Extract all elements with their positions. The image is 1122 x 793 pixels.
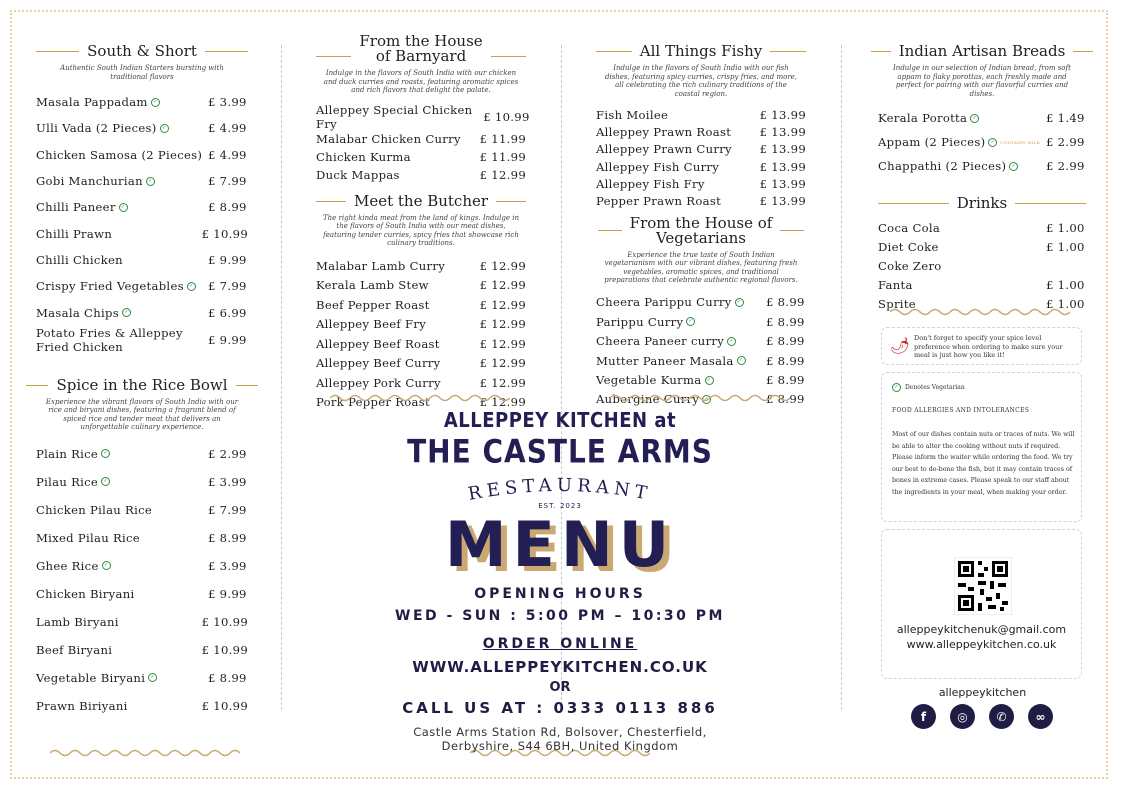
menu-item-price: £ 13.99 (759, 176, 806, 191)
tripadvisor-icon[interactable]: ∞ (1028, 704, 1053, 729)
menu-item-price: £ 13.99 (759, 124, 806, 139)
menu-heading: MENU (444, 508, 676, 581)
menu-item-name (36, 615, 119, 629)
menu-item-label: Alleppey Fish Fry (596, 176, 705, 191)
menu-item (596, 293, 806, 312)
menu-item-price: £ 12.99 (479, 375, 526, 390)
menu-item-price: £ 8.99 (766, 295, 805, 310)
qr-code-icon[interactable] (954, 557, 1012, 615)
menu-item (878, 275, 1086, 294)
menu-item (36, 326, 248, 354)
menu-item-label: Chicken Pilau Rice (36, 502, 153, 517)
veg-icon: ✓ (970, 114, 979, 123)
menu-item-price: £ 6.99 (208, 305, 247, 320)
menu-item-price: £ 13.99 (759, 159, 806, 174)
menu-item (878, 130, 1086, 154)
section-desc-south: Authentic South Indian Starters bursting with traditional flavors (60, 64, 224, 81)
menu-item-name (878, 221, 940, 235)
menu-item-name (36, 671, 157, 685)
menu-item-label: Malabar Chicken Curry (316, 132, 461, 147)
menu-item (316, 102, 530, 131)
menu-item (596, 351, 806, 370)
menu-item-name (36, 503, 152, 517)
veg-icon: ✓ (735, 298, 744, 307)
menu-item-price: £ 12.99 (479, 167, 526, 182)
menu-item-price: £ 2.99 (1046, 135, 1085, 149)
menu-item-name (316, 337, 440, 351)
menu-item-price: £ 13.99 (759, 194, 806, 209)
menu-item-label: Potato Fries & Alleppey Fried Chicken (36, 325, 183, 354)
menu-item-label: Beef Pepper Roast (316, 297, 430, 312)
menu-list-drinks (878, 219, 1086, 313)
menu-item-price: £ 7.99 (208, 174, 247, 189)
menu-item-label: Masala Pappadam (36, 95, 148, 110)
menu-item-label: Chicken Samosa (2 Pieces) (36, 147, 203, 162)
menu-item-name (596, 125, 731, 139)
menu-item-name (36, 559, 111, 573)
menu-item-name (596, 194, 721, 208)
menu-item-label: Alleppey Fish Curry (596, 159, 720, 174)
menu-item (878, 154, 1086, 178)
menu-item-price: £ 3.99 (208, 558, 247, 573)
column-3 (596, 30, 806, 409)
menu-item-name (596, 354, 746, 368)
menu-item-name (316, 356, 440, 370)
section-desc-barnyard: Indulge in the flavors of South India with our chicken and duck curries and roasts, featuring aromatic spices and rich flavors that delight the palate. (323, 69, 519, 94)
menu-item-name (596, 142, 732, 156)
menu-item-price: £ 1.49 (1046, 111, 1085, 125)
est-label: EST. 2023 (538, 502, 582, 510)
menu-item-label: Vegetable Kurma (596, 373, 702, 388)
section-title-south: South & Short (36, 44, 248, 59)
menu-item-price: £ 10.99 (201, 614, 248, 629)
restaurant-arc-text (450, 472, 670, 504)
menu-item-label: Chilli Chicken (36, 252, 123, 267)
menu-item-name (36, 121, 169, 135)
menu-item-name (316, 278, 429, 292)
menu-item-price: £ 2.99 (1046, 159, 1085, 173)
menu-item (36, 552, 248, 580)
menu-item-price: £ 9.99 (208, 252, 247, 267)
wavy-divider (890, 307, 1070, 317)
menu-item-name (36, 306, 131, 320)
veg-icon: ✓ (1009, 162, 1018, 171)
menu-item (316, 275, 526, 295)
veg-icon: ✓ (151, 98, 160, 107)
allergy-text: Most of our dishes contain nuts or traces of nuts. We will be able to alter the cooking without nuts if required. Please inform the waiter while ordering the food. We try our best to de-bone the fish, but it may contain traces of bones in extreme cases. Please speak to our staff about the ingredients in your meal, when making your order. (892, 431, 1075, 496)
menu-list-rice (36, 440, 248, 720)
menu-item (316, 256, 526, 276)
menu-item (36, 142, 248, 168)
menu-item (316, 373, 526, 393)
menu-item-price: £ 8.99 (208, 200, 247, 215)
contact-email[interactable]: alleppeykitchenuk@gmail.com (896, 623, 1067, 636)
section-title-drinks: Drinks (878, 196, 1086, 211)
menu-item-label: Prawn Biriyani (36, 698, 128, 713)
allergy-title: FOOD ALLERGIES AND INTOLERANCES (892, 407, 1030, 414)
menu-item-label: Cheera Paneer curry (596, 334, 725, 349)
menu-item (596, 332, 806, 351)
menu-item (36, 496, 248, 524)
menu-item-label: Chicken Biryani (36, 586, 135, 601)
menu-item-label: Alleppey Beef Roast (316, 336, 440, 351)
menu-item-price: £ 11.99 (479, 150, 526, 165)
veg-icon: ✓ (737, 356, 746, 365)
veg-icon: ✓ (705, 376, 714, 385)
menu-item-label: Duck Mappas (316, 167, 400, 182)
column-divider (281, 45, 282, 710)
veg-icon: ✓ (702, 395, 711, 404)
chilli-icon: 🌶 (890, 336, 911, 355)
section-desc-rice: Experience the vibrant flavors of South India with our rice and biryani dishes, featuring a fragrant blend of spiced rice and tender meat that delivers an unforgettable culinary experience. (45, 397, 239, 432)
menu-item-label: Ulli Vada (2 Pieces) (36, 121, 157, 136)
svg-text:RESTAURANT (466, 475, 653, 504)
menu-item (36, 524, 248, 552)
menu-item (36, 115, 248, 141)
menu-item (36, 299, 248, 325)
veg-icon: ✓ (686, 317, 695, 326)
menu-item-name (36, 95, 160, 109)
menu-item-name (36, 531, 140, 545)
menu-item (36, 168, 248, 194)
menu-item (36, 194, 248, 220)
menu-item-note: CONTAINS MILK (1000, 139, 1040, 145)
menu-item-label: Kerala Porotta (878, 111, 968, 125)
menu-item-label: Appam (2 Pieces) (878, 135, 986, 149)
veg-icon: ✓ (101, 477, 110, 486)
menu-item-label: Plain Rice (36, 446, 99, 461)
veg-icon: ✓ (148, 673, 157, 682)
column-4 (878, 30, 1086, 313)
menu-item-name (36, 279, 196, 293)
center-branding (330, 410, 790, 753)
menu-item (36, 440, 248, 468)
menu-item-price: £ 13.99 (759, 107, 806, 122)
menu-item-price: £ 12.99 (479, 278, 526, 293)
menu-item (316, 314, 526, 334)
menu-list-vegetarians (596, 293, 806, 409)
menu-item-label: Alleppey Pork Curry (316, 375, 441, 390)
menu-list-barnyard (316, 102, 530, 184)
veg-icon: ✓ (988, 138, 997, 147)
section-desc-vegetarians: Experience the true taste of South Indian vegetarianism with our vibrant dishes, featuring fresh vegetables, aromatic spices, and traditional preparations that celebrate authentic regional flavors. (604, 250, 798, 285)
menu-item-name (36, 227, 112, 241)
section-desc-butcher: The right kinda meat from the land of kings. Indulge in the flavors of South India with our meat dishes, featuring tender curries, spicy fries that showcase rich culinary traditions. (323, 213, 519, 248)
or-label: OR (549, 680, 571, 695)
website-link[interactable]: WWW.ALLEPPEYKITCHEN.CO.UK (412, 658, 708, 676)
menu-item (878, 106, 1086, 130)
menu-item (36, 273, 248, 299)
veg-icon: ✓ (187, 282, 196, 291)
menu-item-label: Fish Moilee (596, 107, 669, 122)
menu-item-name (36, 475, 110, 489)
menu-item-name (596, 108, 668, 122)
address: Castle Arms Station Rd, Bolsover, Chesterfield, Derbyshire, S44 6BH, United Kingdom (413, 725, 707, 753)
menu-item-price: £ 10.99 (483, 109, 530, 124)
menu-item-price: £ 8.99 (766, 373, 805, 388)
menu-item (36, 89, 248, 115)
menu-item-label: Mixed Pilau Rice (36, 530, 140, 545)
menu-item (36, 664, 248, 692)
menu-item-label: Chilli Prawn (36, 226, 113, 241)
menu-item-name (36, 326, 196, 354)
menu-item (316, 148, 526, 166)
brand-line-1: ALLEPPEY KITCHEN at (443, 408, 677, 433)
menu-item-price: £ 10.99 (201, 226, 248, 241)
menu-item (878, 238, 1086, 257)
menu-item-name (36, 447, 110, 461)
menu-item (36, 247, 248, 273)
menu-item (596, 106, 806, 123)
menu-item (596, 192, 806, 209)
spice-note-text: Don't forget to specify your spice level preference when ordering to make sure your meal is just how you like it! (914, 334, 1063, 359)
veg-icon: ✓ (101, 449, 110, 458)
menu-item (316, 334, 526, 354)
menu-item (36, 636, 248, 664)
menu-list-fishy (596, 106, 806, 210)
menu-item-label: Gobi Manchurian (36, 174, 143, 189)
section-title-bread: Indian Artisan Breads (878, 44, 1086, 59)
opening-hours-title: OPENING HOURS (474, 586, 646, 602)
menu-item-label: Alleppey Beef Curry (316, 356, 441, 371)
menu-item-label: Chilli Paneer (36, 200, 116, 215)
menu-item-price: £ 10.99 (201, 642, 248, 657)
menu-item-name (596, 315, 695, 329)
section-title-vegetarians: From the House of Vegetarians (596, 216, 806, 246)
menu-item-name (36, 253, 123, 267)
menu-item-label: Pepper Prawn Roast (596, 194, 722, 209)
veg-icon: ✓ (119, 203, 128, 212)
menu-item-label: Coca Cola (878, 221, 941, 236)
menu-item-price: £ 13.99 (759, 142, 806, 157)
menu-item (316, 295, 526, 315)
contact-website[interactable]: www.alleppeykitchen.co.uk (906, 638, 1057, 651)
menu-item (316, 353, 526, 373)
menu-item-price: £ 8.99 (208, 670, 247, 685)
menu-item-label: Cheera Parippu Curry (596, 295, 732, 310)
menu-item-name (316, 168, 400, 182)
menu-item-name (316, 103, 483, 131)
column-1 (36, 30, 248, 720)
menu-item-price: £ 8.99 (766, 353, 805, 368)
menu-item (596, 175, 806, 192)
menu-item-price: £ 1.00 (1046, 221, 1085, 236)
menu-list-south (36, 89, 248, 354)
column-divider (841, 45, 842, 710)
contact-box (881, 529, 1082, 679)
menu-list-bread (878, 106, 1086, 178)
menu-item-name (316, 259, 445, 273)
menu-item (596, 312, 806, 331)
menu-item-name (596, 334, 736, 348)
menu-item-name (316, 317, 426, 331)
social-icons (911, 704, 1053, 729)
veg-icon: ✓ (102, 561, 111, 570)
menu-item-name (316, 376, 441, 390)
menu-item-label: Masala Chips (36, 305, 119, 320)
menu-item (596, 141, 806, 158)
section-title-barnyard: From the House of Barnyard (316, 34, 526, 64)
menu-item-price: £ 12.99 (479, 336, 526, 351)
instagram-icon[interactable]: ◎ (950, 704, 975, 729)
spice-note-box (881, 327, 1082, 365)
menu-item-name (878, 135, 1040, 149)
menu-item-label: Diet Coke (878, 240, 939, 255)
menu-item-price: £ 8.99 (766, 314, 805, 329)
menu-item-price: £ 12.99 (479, 395, 526, 410)
order-online-link[interactable]: ORDER ONLINE (482, 636, 638, 652)
menu-item-label: Alleppey Special Chicken Fry (316, 102, 473, 131)
social-handle: alleppeykitchen (938, 686, 1027, 699)
menu-item-label: Fanta (878, 277, 913, 292)
menu-item-price: £ 8.99 (208, 530, 247, 545)
menu-item-label: Pilau Rice (36, 474, 99, 489)
menu-item-name (878, 111, 979, 125)
veg-icon: ✓ (122, 308, 131, 317)
column-2 (316, 30, 530, 412)
menu-item-name (596, 177, 705, 191)
menu-item-name (316, 150, 411, 164)
menu-item-price: £ 9.99 (208, 586, 247, 601)
menu-item (36, 468, 248, 496)
veg-legend-label: Denotes Vegetarian (905, 384, 965, 391)
menu-item-price: £ 12.99 (479, 297, 526, 312)
menu-item-price: £ 2.99 (208, 446, 247, 461)
menu-item-name (36, 148, 202, 162)
menu-item-label: Lamb Biryani (36, 614, 119, 629)
menu-item (36, 692, 248, 720)
opening-hours: WED - SUN : 5:00 PM – 10:30 PM (395, 608, 725, 624)
menu-item-price: £ 8.99 (766, 334, 805, 349)
menu-item (596, 370, 806, 389)
menu-item-name (596, 295, 744, 309)
veg-icon: ✓ (892, 383, 901, 392)
menu-item-label: Coke Zero (878, 258, 942, 273)
menu-item-label: Vegetable Biryani (36, 670, 146, 685)
menu-item (596, 123, 806, 140)
menu-item-name (36, 200, 128, 214)
menu-item-name (36, 643, 112, 657)
veg-legend (892, 383, 965, 392)
menu-item-price: £ 12.99 (479, 317, 526, 332)
menu-item-price: £ 8.99 (766, 392, 805, 407)
menu-item-price: £ 1.00 (1046, 296, 1085, 311)
menu-item-label: Malabar Lamb Curry (316, 258, 446, 273)
section-title-fishy: All Things Fishy (596, 44, 806, 59)
menu-item-label: Parippu Curry (596, 314, 684, 329)
section-desc-bread: Indulge in our selection of Indian bread, from soft appam to flaky porottas, each freshly made and perfect for pairing with our flavorful curries and dishes. (893, 64, 1071, 98)
menu-item (36, 580, 248, 608)
phone-number[interactable]: CALL US AT : 0333 0113 886 (402, 699, 718, 717)
menu-item-price: £ 4.99 (208, 121, 247, 136)
menu-item-name (36, 174, 155, 188)
menu-item-name (596, 160, 719, 174)
menu-item-label: Pork Pepper Roast (316, 395, 430, 410)
veg-icon: ✓ (160, 124, 169, 133)
menu-item-price: £ 1.00 (1046, 240, 1085, 255)
menu-item-price: £ 11.99 (479, 132, 526, 147)
menu-item-label: Sprite (878, 296, 916, 311)
menu-item (316, 131, 526, 149)
menu-item-label: Beef Biryani (36, 642, 113, 657)
menu-item-price: £ 7.99 (208, 279, 247, 294)
menu-item-label: Crispy Fried Vegetables (36, 279, 184, 294)
menu-item-label: Mutter Paneer Masala (596, 353, 734, 368)
menu-item-label: Alleppey Prawn Curry (596, 142, 732, 157)
veg-icon: ✓ (727, 337, 736, 346)
wavy-divider (50, 748, 240, 758)
menu-item (878, 257, 1086, 276)
menu-item-price: £ 10.99 (201, 698, 248, 713)
menu-item (36, 220, 248, 246)
brand-line-2: THE CASTLE ARMS (407, 432, 713, 471)
menu-item (316, 166, 526, 184)
section-title-butcher: Meet the Butcher (316, 194, 526, 209)
whatsapp-icon[interactable]: ✆ (989, 704, 1014, 729)
menu-item-label: Chappathi (2 Pieces) (878, 159, 1007, 173)
menu-item (878, 219, 1086, 238)
menu-item-label: Alleppey Beef Fry (316, 317, 427, 332)
menu-item-price: £ 12.99 (479, 356, 526, 371)
menu-item-name (878, 240, 939, 254)
menu-item-name (878, 159, 1018, 173)
menu-item-name (596, 373, 714, 387)
veg-icon: ✓ (146, 177, 155, 186)
menu-item (36, 608, 248, 636)
menu-item-label: Alleppey Prawn Roast (596, 124, 732, 139)
menu-item-label: Kerala Lamb Stew (316, 278, 429, 293)
menu-item-price: £ 3.99 (208, 474, 247, 489)
menu-item-name (316, 298, 430, 312)
allergy-box (881, 372, 1082, 522)
wavy-divider (610, 393, 790, 403)
wavy-divider (330, 393, 510, 403)
menu-item-label: Chicken Kurma (316, 150, 411, 165)
facebook-icon[interactable]: f (911, 704, 936, 729)
menu-item-price: £ 7.99 (208, 502, 247, 517)
menu-item-price: £ 1.00 (1046, 277, 1085, 292)
section-desc-fishy: Indulge in the flavors of South India with our fish dishes, featuring spicy curries, crispy fries, and more, all celebrating the rich culinary traditions of the coastal region. (604, 64, 798, 98)
menu-item-label: Ghee Rice (36, 558, 99, 573)
menu-item-name (316, 132, 461, 146)
restaurant-text: RESTAURANT (466, 474, 654, 504)
menu-list-butcher (316, 256, 526, 412)
section-title-rice: Spice in the Rice Bowl (36, 378, 248, 393)
menu-item-name (36, 699, 128, 713)
menu-item-price: £ 3.99 (208, 95, 247, 110)
menu-item-price: £ 9.99 (208, 332, 247, 347)
menu-item-price: £ 12.99 (479, 258, 526, 273)
menu-item-name (878, 259, 942, 273)
menu-item (596, 158, 806, 175)
menu-item-name (36, 587, 134, 601)
menu-item-name (878, 278, 913, 292)
menu-item-label: Aubergine Curry (596, 392, 700, 407)
menu-item-price: £ 4.99 (208, 147, 247, 162)
